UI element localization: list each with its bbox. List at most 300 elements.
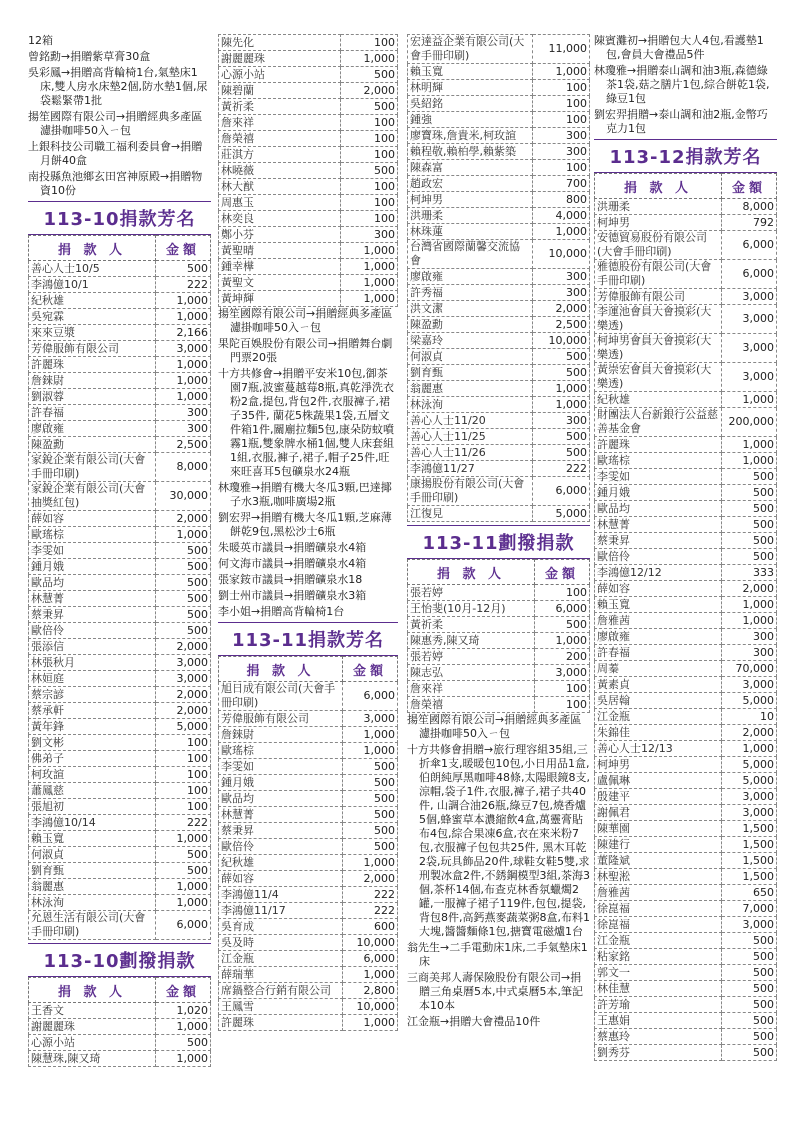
donor-name: 李雯如 [219, 759, 343, 775]
donor-name: 柯坤男會員大會摸彩(大樂透) [595, 334, 722, 363]
table-row [595, 853, 777, 869]
donor-name: 廖啟雍 [29, 421, 156, 437]
donation-amount: 500 [722, 549, 777, 565]
donation-amount: 5,000 [533, 506, 590, 522]
donor-name: 黃祈柔 [408, 617, 535, 633]
donation-amount: 500 [341, 67, 398, 83]
donation-amount: 300 [722, 629, 777, 645]
donation-amount: 3,000 [722, 805, 777, 821]
table-row [29, 543, 211, 559]
donation-amount: 100 [341, 115, 398, 131]
column-2 [218, 34, 398, 1031]
table-row [219, 83, 398, 99]
header-amount: 金額 [156, 978, 211, 1003]
table-row [595, 949, 777, 965]
donor-name: 周蓁 [595, 661, 722, 677]
table-row [29, 1003, 211, 1019]
table-row [219, 775, 398, 791]
donation-amount: 500 [722, 1029, 777, 1045]
donor-name: 財團法人台新銀行公益慈善基金會 [595, 408, 722, 437]
table-row [219, 147, 398, 163]
donor-name: 陳碧蘭 [219, 83, 341, 99]
donation-amount: 2,000 [343, 871, 398, 887]
table-row [219, 951, 398, 967]
donor-name: 廖啟雍 [408, 269, 533, 285]
donation-amount: 1,000 [343, 727, 398, 743]
donation-amount: 100 [533, 80, 590, 96]
donation-amount: 3,000 [722, 305, 777, 334]
donation-amount: 500 [156, 543, 211, 559]
donation-note: 劉宏羿捐贈→泰山調和油2瓶,金幣巧克力1包 [594, 108, 768, 135]
table-row [595, 305, 777, 334]
donation-amount: 6,000 [535, 601, 590, 617]
table-row [29, 373, 211, 389]
donor-name: 心源小站 [29, 1035, 156, 1051]
donation-amount: 1,000 [156, 879, 211, 895]
donation-amount: 500 [156, 623, 211, 639]
donor-name: 李鴻億11/27 [408, 461, 533, 477]
donation-amount: 1,000 [343, 967, 398, 983]
donor-name: 安德貿易股份有限公司(大會手冊印刷) [595, 231, 722, 260]
table-row [29, 639, 211, 655]
donor-name: 歐瑤棕 [29, 527, 156, 543]
donation-amount: 100 [156, 767, 211, 783]
donor-name: 吳育成 [219, 919, 343, 935]
table-row [29, 863, 211, 879]
donation-amount: 1,000 [343, 1015, 398, 1031]
table-row [29, 847, 211, 863]
donor-name: 鄭小芬 [219, 227, 341, 243]
donor-name: 林慧菁 [29, 591, 156, 607]
donor-name: 李運池會員大會摸彩(大樂透) [595, 305, 722, 334]
donation-amount: 3,000 [535, 665, 590, 681]
donor-name: 席鍋整合行銷有限公司 [219, 983, 343, 999]
donor-name: 林聖淞 [595, 869, 722, 885]
donation-amount: 500 [722, 997, 777, 1013]
donor-name: 朱錦佳 [595, 725, 722, 741]
donation-amount: 1,000 [341, 51, 398, 67]
donor-name: 廖啟雍 [595, 629, 722, 645]
table-row [219, 682, 398, 711]
donation-amount: 300 [533, 144, 590, 160]
donor-name: 紀秋雄 [29, 293, 156, 309]
table-row [408, 269, 590, 285]
table-row [29, 703, 211, 719]
table-row [595, 805, 777, 821]
table-row [595, 231, 777, 260]
donor-name: 林泳洵 [408, 397, 533, 413]
donation-amount: 5,000 [722, 757, 777, 773]
donation-note: 十方共修會→捐贈平安米10包,御茶園7瓶,波蜜蔓越莓8瓶,真乾淨洗衣粉2盒,提包,背包2件,衣服褲子,裙子35件, 蘭花5株蔬果1袋,五層文件箱1件,關廟拉麵5包,康朵防蚊噴霧1瓶,雙象牌水桶1個,雙人床套組1組,衣服,褲子,裙子,帽子25件,旺來旺喜耳5包礦泉水24瓶 [218, 367, 394, 478]
donor-name: 江復見 [408, 506, 533, 522]
donor-name: 鍾月娥 [595, 485, 722, 501]
donation-amount: 10,000 [533, 333, 590, 349]
table-row [408, 365, 590, 381]
table-row [408, 445, 590, 461]
table-row [29, 261, 211, 277]
table-row [408, 506, 590, 522]
donor-name: 陳建行 [595, 837, 722, 853]
donation-amount: 500 [156, 559, 211, 575]
donation-amount: 2,000 [156, 639, 211, 655]
donation-amount: 792 [722, 215, 777, 231]
table-row [29, 831, 211, 847]
header-donor: 捐 款 人 [595, 174, 722, 199]
donor-name: 歐品均 [219, 791, 343, 807]
table-row [29, 421, 211, 437]
section-title: 113-11捐款芳名 [218, 622, 398, 656]
table-row [219, 195, 398, 211]
donation-amount: 500 [722, 1045, 777, 1061]
donation-amount: 10,000 [343, 999, 398, 1015]
donation-amount: 3,000 [156, 655, 211, 671]
donation-note: 揚笙國際有限公司→捐贈經典多產區濾掛咖啡50入ㄧ包 [218, 307, 393, 334]
donation-amount: 1,000 [156, 1051, 211, 1067]
donation-amount: 6,000 [722, 260, 777, 289]
donation-amount: 3,000 [722, 363, 777, 392]
donation-table [28, 235, 211, 940]
donation-amount: 100 [341, 131, 398, 147]
donor-name: 黃坤輝 [219, 291, 341, 307]
table-row [29, 879, 211, 895]
donation-amount: 2,500 [533, 317, 590, 333]
donor-name: 莊淇方 [219, 147, 341, 163]
donor-name: 芳偉服飾有限公司 [219, 711, 343, 727]
table-row [595, 869, 777, 885]
donation-amount: 300 [722, 645, 777, 661]
donation-amount: 2,000 [341, 83, 398, 99]
table-row [595, 437, 777, 453]
donation-amount: 2,000 [533, 301, 590, 317]
donor-name: 善心人士11/26 [408, 445, 533, 461]
donation-amount: 100 [533, 96, 590, 112]
donation-amount: 10,000 [533, 240, 590, 269]
table-row [29, 591, 211, 607]
table-row [408, 64, 590, 80]
donor-name: 李鴻億10/14 [29, 815, 156, 831]
table-row [595, 917, 777, 933]
table-row [408, 681, 590, 697]
donation-amount: 1,000 [156, 357, 211, 373]
donation-amount: 1,000 [156, 895, 211, 911]
donation-note: 揚笙國際有限公司→捐贈經典多產區濾掛咖啡50入ㄧ包 [407, 713, 582, 740]
donation-amount: 6,000 [722, 231, 777, 260]
donation-amount: 300 [533, 128, 590, 144]
table-row [219, 871, 398, 887]
donation-amount: 500 [722, 949, 777, 965]
donation-amount: 1,000 [533, 381, 590, 397]
section-title: 113-11劃撥捐款 [407, 525, 590, 559]
donor-name: 徐崑福 [595, 901, 722, 917]
donation-amount: 1,000 [341, 243, 398, 259]
donor-name: 柯坤男 [595, 215, 722, 231]
donation-amount: 100 [156, 735, 211, 751]
donation-amount: 1,000 [341, 259, 398, 275]
table-row [29, 735, 211, 751]
donation-amount: 300 [533, 285, 590, 301]
table-row [219, 275, 398, 291]
header-amount: 金額 [535, 560, 590, 585]
table-row [595, 260, 777, 289]
donation-amount: 100 [535, 585, 590, 601]
donor-name: 歐瑤棕 [595, 453, 722, 469]
table-row [595, 725, 777, 741]
donation-amount: 500 [343, 791, 398, 807]
donor-name: 黃聖文 [219, 275, 341, 291]
donation-amount: 3,000 [722, 917, 777, 933]
donor-name: 李鴻億11/4 [219, 887, 343, 903]
donation-amount: 2,500 [156, 437, 211, 453]
table-row [219, 919, 398, 935]
donor-name: 劉秀芬 [595, 1045, 722, 1061]
donation-amount: 1,000 [722, 597, 777, 613]
donation-amount: 3,000 [722, 789, 777, 805]
table-row [29, 687, 211, 703]
table-row [595, 485, 777, 501]
donation-amount: 1,000 [156, 293, 211, 309]
donation-amount: 1,000 [156, 527, 211, 543]
donation-amount: 2,800 [343, 983, 398, 999]
donor-name: 詹來祥 [408, 681, 535, 697]
donor-name: 蔡宗諺 [29, 687, 156, 703]
table-row [219, 179, 398, 195]
donor-name: 張旭初 [29, 799, 156, 815]
table-row [219, 727, 398, 743]
donation-amount: 1,000 [533, 397, 590, 413]
donation-table [407, 559, 590, 713]
donor-name: 善心人士11/20 [408, 413, 533, 429]
donation-amount: 1,000 [722, 453, 777, 469]
donor-name: 劉淑蓉 [29, 389, 156, 405]
table-row [219, 243, 398, 259]
header-amount: 金額 [343, 657, 398, 682]
donation-amount: 1,000 [722, 392, 777, 408]
table-row [408, 224, 590, 240]
donation-amount: 300 [341, 227, 398, 243]
table-row [219, 903, 398, 919]
donation-amount: 1,000 [533, 224, 590, 240]
donor-name: 蔡秉昇 [595, 533, 722, 549]
table-row [408, 333, 590, 349]
donor-name: 王香文 [29, 1003, 156, 1019]
table-row [219, 99, 398, 115]
donor-name: 詹錸尉 [219, 727, 343, 743]
table-row [219, 115, 398, 131]
donation-amount: 1,000 [156, 831, 211, 847]
donor-name: 蕭鳳慈 [29, 783, 156, 799]
donor-name: 趙政宏 [408, 176, 533, 192]
donor-name: 詹雅茜 [595, 613, 722, 629]
donor-name: 柯坤男 [595, 757, 722, 773]
donation-amount: 333 [722, 565, 777, 581]
donation-amount: 100 [533, 160, 590, 176]
column-3 [407, 34, 590, 1031]
table-row [408, 349, 590, 365]
donor-name: 善心人士11/25 [408, 429, 533, 445]
donation-amount: 100 [341, 147, 398, 163]
donor-name: 詹錸尉 [29, 373, 156, 389]
donor-name: 林明輝 [408, 80, 533, 96]
donor-name: 郭文一 [595, 965, 722, 981]
donor-name: 廖寶珠,詹貴米,柯玫諠 [408, 128, 533, 144]
donor-name: 王鳳雪 [219, 999, 343, 1015]
donor-name: 陳盈勳 [408, 317, 533, 333]
donation-amount: 2,000 [156, 703, 211, 719]
donor-name: 鍾強 [408, 112, 533, 128]
donation-amount: 4,000 [533, 208, 590, 224]
donation-amount: 500 [535, 617, 590, 633]
table-row [595, 408, 777, 437]
donor-name: 台灣省國際蘭馨交流協會 [408, 240, 533, 269]
donation-amount: 500 [343, 823, 398, 839]
table-row [595, 693, 777, 709]
donor-name: 許春福 [29, 405, 156, 421]
donor-name: 李鴻億11/17 [219, 903, 343, 919]
donor-name: 江金瓶 [219, 951, 343, 967]
table-row [595, 533, 777, 549]
donation-amount: 1,020 [156, 1003, 211, 1019]
table-row [595, 215, 777, 231]
donation-table [218, 34, 398, 307]
donation-amount: 500 [341, 163, 398, 179]
table-row [408, 176, 590, 192]
header-amount: 金額 [156, 236, 211, 261]
table-row [29, 751, 211, 767]
donation-amount: 6,000 [343, 951, 398, 967]
donation-amount: 300 [156, 405, 211, 421]
donor-name: 陳森富 [408, 160, 533, 176]
donation-note: 陳賓灘初→捐贈包大人4包,看護墊1包,會員大會禮品5件 [594, 34, 764, 61]
table-row [595, 901, 777, 917]
donor-name: 芳偉服飾有限公司 [595, 289, 722, 305]
table-row [595, 289, 777, 305]
donation-note: 李小姐→捐贈高背輪椅1台 [218, 605, 345, 618]
donation-amount: 500 [156, 575, 211, 591]
donation-amount: 500 [722, 517, 777, 533]
donor-name: 家銳企業有限公司(大會手冊印刷) [29, 453, 156, 482]
table-row [595, 1045, 777, 1061]
table-row [29, 405, 211, 421]
table-row [219, 967, 398, 983]
table-row [408, 585, 590, 601]
table-row [595, 933, 777, 949]
donor-name: 家銳企業有限公司(大會抽獎紅包) [29, 482, 156, 511]
table-row [29, 671, 211, 687]
donation-amount: 1,000 [156, 309, 211, 325]
donation-amount: 222 [343, 903, 398, 919]
donation-amount: 3,000 [722, 677, 777, 693]
donation-amount: 500 [533, 445, 590, 461]
donation-amount: 5,000 [156, 719, 211, 735]
donation-note: 果陀百娛股份有限公司→捐贈舞台劇門票20張 [218, 337, 393, 364]
donation-amount: 3,000 [156, 341, 211, 357]
donation-amount: 300 [533, 413, 590, 429]
donor-name: 賴玉寬 [29, 831, 156, 847]
donor-name: 李雯如 [29, 543, 156, 559]
donation-amount: 500 [343, 839, 398, 855]
donation-amount: 1,000 [341, 275, 398, 291]
table-row [219, 163, 398, 179]
table-row [29, 293, 211, 309]
table-row [29, 623, 211, 639]
donation-amount: 500 [722, 533, 777, 549]
table-row [408, 429, 590, 445]
table-row [219, 131, 398, 147]
donation-amount: 100 [341, 211, 398, 227]
donor-name: 殷建平 [595, 789, 722, 805]
table-row [408, 128, 590, 144]
donor-name: 粘家銘 [595, 949, 722, 965]
donation-table [594, 173, 777, 1061]
donation-amount: 300 [533, 269, 590, 285]
table-row [408, 285, 590, 301]
table-row [219, 51, 398, 67]
table-row [29, 527, 211, 543]
table-row [29, 1051, 211, 1067]
table-row [595, 363, 777, 392]
donor-name: 林珠蓮 [408, 224, 533, 240]
notes-list [594, 34, 777, 136]
table-row [595, 709, 777, 725]
donor-name: 紀秋雄 [595, 392, 722, 408]
donor-name: 陳華園 [595, 821, 722, 837]
donor-name: 洪文潔 [408, 301, 533, 317]
donation-amount: 1,000 [722, 741, 777, 757]
table-row [29, 655, 211, 671]
donation-amount: 1,500 [722, 821, 777, 837]
column-1 [28, 34, 211, 1067]
donor-name: 劉文彬 [29, 735, 156, 751]
donation-amount: 222 [156, 815, 211, 831]
donation-amount: 6,000 [156, 911, 211, 940]
table-row [408, 35, 590, 64]
donor-name: 洪珊柔 [595, 199, 722, 215]
table-row [408, 192, 590, 208]
donation-amount: 3,000 [722, 289, 777, 305]
donation-note: 曾銘勳→捐贈紫草膏30盒 [28, 50, 151, 63]
donation-amount: 1,000 [533, 64, 590, 80]
donation-amount: 1,500 [722, 837, 777, 853]
donation-amount: 500 [533, 349, 590, 365]
donor-name: 周惠玉 [219, 195, 341, 211]
donor-name: 芳偉服飾有限公司 [29, 341, 156, 357]
donor-name: 黃聖晴 [219, 243, 341, 259]
donation-amount: 700 [533, 176, 590, 192]
table-row [408, 160, 590, 176]
table-row [219, 823, 398, 839]
donor-name: 謝麗麗珠 [29, 1019, 156, 1035]
table-row [595, 517, 777, 533]
table-row [219, 887, 398, 903]
donation-note: 江金瓶→捐贈大會禮品10件 [407, 1015, 541, 1028]
donation-amount: 1,000 [156, 373, 211, 389]
donor-name: 鍾月娥 [29, 559, 156, 575]
table-row [595, 997, 777, 1013]
donor-name: 劉育甄 [408, 365, 533, 381]
donor-name: 歐倍伶 [595, 549, 722, 565]
table-row [219, 791, 398, 807]
table-row [29, 453, 211, 482]
donor-name: 梁嘉玲 [408, 333, 533, 349]
donor-name: 賴程敬,賴柏學,賴紫築 [408, 144, 533, 160]
table-row [219, 1015, 398, 1031]
donor-name: 薛瑞華 [219, 967, 343, 983]
donation-note: 南投縣魚池鄉玄田宮神原殿→捐贈物資10份 [28, 170, 203, 197]
donation-note: 朱暖英市議員→捐贈礦泉水4箱 [218, 541, 367, 554]
donation-amount: 100 [341, 35, 398, 51]
donor-name: 鍾月娥 [219, 775, 343, 791]
header-donor: 捐 款 人 [29, 236, 156, 261]
